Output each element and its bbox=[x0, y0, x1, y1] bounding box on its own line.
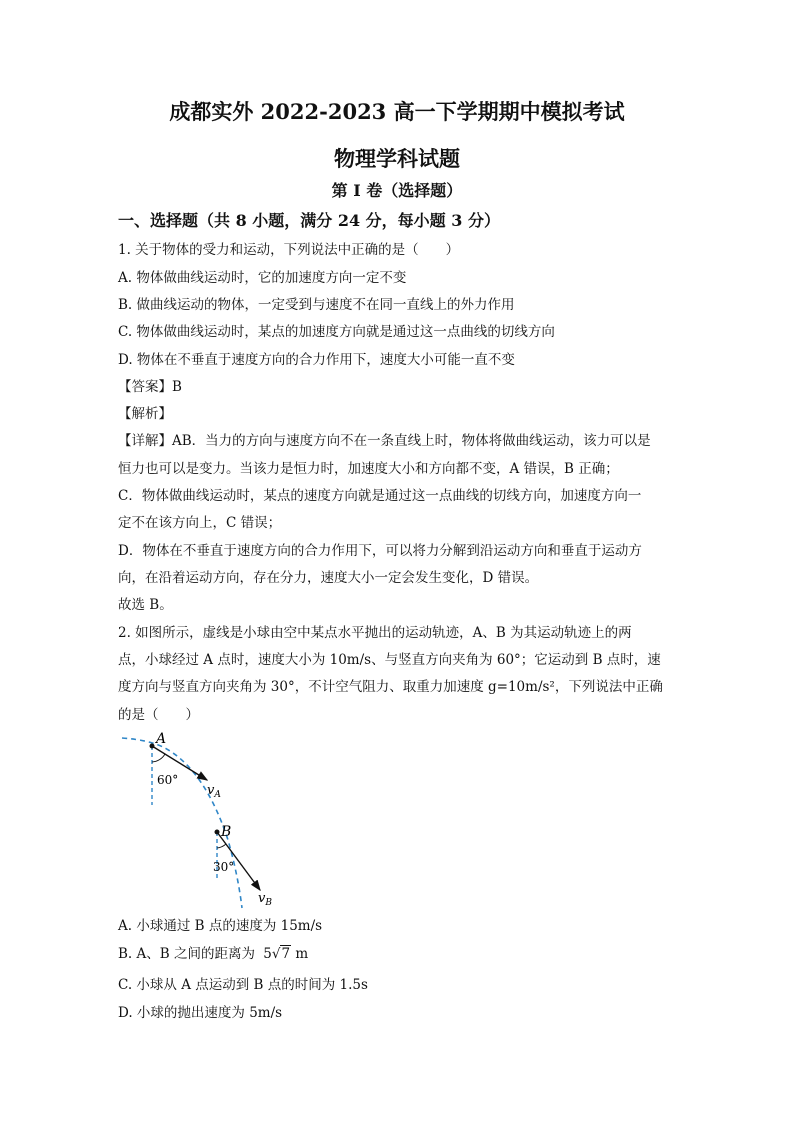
q2-option-b bbox=[118, 944, 308, 964]
q1-stem: 1. 关于物体的受力和运动，下列说法中正确的是（ ） bbox=[118, 242, 460, 258]
sqrt-symbol: √ bbox=[271, 946, 281, 962]
trajectory-curve bbox=[122, 738, 242, 908]
section-heading: 一、选择题（共 8 小题，满分 24 分，每小题 3 分） bbox=[118, 211, 500, 230]
exam-title: 成都实外 2022-2023 高一下学期期中模拟考试 bbox=[169, 99, 625, 124]
q2-stem-line: 度方向与竖直方向夹角为 30°，不计空气阻力、取重力加速度 g=10m/s²，下列说法中正确 bbox=[118, 679, 663, 695]
q1-detail-line: D．物体在不垂直于速度方向的合力作用下，可以将力分解到沿运动方向和垂直于运动方 bbox=[118, 543, 642, 559]
q2-option-b-value: 5√7 m bbox=[263, 946, 309, 962]
q2-option-a: A. 小球通过 B 点的速度为 15m/s bbox=[118, 918, 323, 934]
angle-label-b: 30° bbox=[213, 860, 235, 874]
trajectory-figure bbox=[110, 730, 290, 910]
q1-option-d: D. 物体在不垂直于速度方向的合力作用下，速度大小可能一直不变 bbox=[118, 352, 515, 368]
q1-detail-line: 故选 B。 bbox=[118, 597, 173, 613]
q2-option-b-text: B. A、B 之间的距离为 bbox=[118, 946, 255, 962]
q2-option-c: C. 小球从 A 点运动到 B 点的时间为 1.5s bbox=[118, 977, 368, 993]
label-a: A bbox=[156, 731, 167, 747]
q2-option-d: D. 小球的抛出速度为 5m/s bbox=[118, 1005, 283, 1021]
point-b bbox=[215, 830, 220, 835]
q2-stem-line: 2. 如图所示，虚线是小球由空中某点水平抛出的运动轨迹，A、B 为其运动轨迹上的两 bbox=[118, 625, 632, 641]
velocity-label-a: $v_A$ bbox=[207, 783, 221, 800]
q1-detail-line: 向，在沿着运动方向，存在分力，速度大小一定会发生变化，D 错误。 bbox=[118, 570, 539, 586]
q2-stem-line: 的是（ ） bbox=[118, 707, 199, 723]
q1-option-b: B. 做曲线运动的物体，一定受到与速度不在同一直线上的外力作用 bbox=[118, 297, 515, 313]
angle-arc-a bbox=[152, 754, 165, 762]
q1-detail-line: 恒力也可以是变力。当该力是恒力时，加速度大小和方向都不变，A 错误，B 正确； bbox=[118, 461, 619, 477]
velocity-label-b: $v_B$ bbox=[258, 891, 272, 908]
label-b: B bbox=[221, 824, 232, 840]
point-a bbox=[150, 744, 155, 749]
q2-stem-line: 点，小球经过 A 点时，速度大小为 10m/s、与竖直方向夹角为 60°；它运动到 B 点时，速 bbox=[118, 652, 661, 668]
q1-detail-line: C．物体做曲线运动时，某点的速度方向就是通过这一点曲线的切线方向，加速度方向一 bbox=[118, 488, 642, 504]
q1-detail-line: 【详解】AB．当力的方向与速度方向不在一条直线上时，物体将做曲线运动，该力可以是 bbox=[118, 433, 651, 449]
q1-detail-line: 定不在该方向上，C 错误； bbox=[118, 515, 282, 531]
subject-title: 物理学科试题 bbox=[334, 146, 460, 171]
q1-analysis-label: 【解析】 bbox=[118, 406, 172, 422]
angle-arc-b bbox=[217, 844, 226, 848]
q1-option-a: A. 物体做曲线运动时，它的加速度方向一定不变 bbox=[118, 270, 407, 286]
q1-option-c: C. 物体做曲线运动时，某点的加速度方向就是通过这一点曲线的切线方向 bbox=[118, 324, 555, 340]
angle-label-a: 60° bbox=[157, 773, 179, 787]
volume-title: 第 I 卷（选择题） bbox=[331, 181, 463, 200]
q1-answer: 【答案】B bbox=[118, 379, 182, 395]
